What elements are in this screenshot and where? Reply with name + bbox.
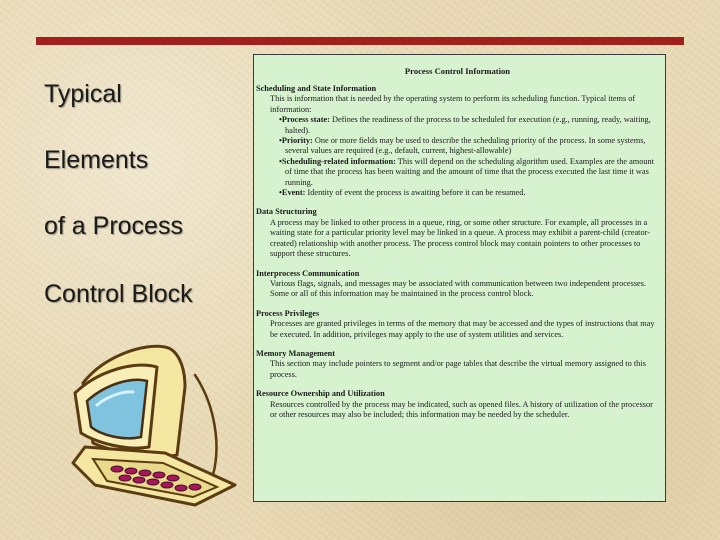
section-heading: Interprocess Communication	[256, 268, 360, 278]
section-scheduling-state	[256, 84, 659, 198]
section-interprocess-communication	[256, 269, 659, 300]
bullet-process-state	[279, 115, 659, 136]
process-control-info-panel	[253, 54, 666, 502]
slide-title-line-3: of a Process	[44, 212, 183, 240]
computer-clipart-icon	[45, 335, 245, 510]
section-heading: Memory Management	[256, 348, 336, 358]
bullet-priority	[279, 136, 659, 157]
section-text: Various flags, signals, and messages may be associated with communication between two independent processes. Some or all of this information may be maintained in the process control block.	[270, 278, 647, 299]
bullet-text: Defines the readiness of the process to be scheduled for execution (e.g., running, ready, waiting, halted).	[285, 115, 651, 135]
section-process-privileges	[256, 309, 659, 340]
section-heading: Process Privileges	[256, 308, 320, 318]
bullet-label: •Scheduling-related information:	[279, 156, 396, 166]
section-text: Resources controlled by the process may be indicated, such as opened files. A history of utilization of the processor or other resources may also be included; this information may be needed by the scheduler.	[270, 399, 653, 419]
section-text: A process may be linked to other process in a queue, ring, or some other structure. For example, all processes in a waiting state for a particular priority level may be linked in a queue. A process may exhibit a parent-child (creator-created) relationship with another process. The process control block may contain pointers to other processes to support these structures.	[270, 217, 650, 259]
bullet-scheduling-related	[279, 157, 659, 188]
slide-title-line-4: Control Block	[44, 280, 193, 308]
section-text: Processes are granted privileges in terms of the memory that may be accessed and the types of instructions that may be executed. In addition, privileges may apply to the use of system utilities and services.	[270, 319, 655, 339]
bullet-text: Identity of event the process is awaiting before it can be resumed.	[305, 188, 526, 198]
panel-title: Process Control Information	[404, 66, 511, 76]
bullet-label: •Event:	[279, 188, 306, 198]
section-resource-ownership	[256, 389, 659, 420]
bullet-label: •Process state:	[279, 115, 330, 125]
slide-title-line-1: Typical	[44, 80, 122, 108]
section-heading: Resource Ownership and Utilization	[256, 389, 385, 399]
section-data-structuring	[256, 207, 659, 259]
section-heading: Scheduling and State Information	[256, 84, 377, 93]
section-heading: Data Structuring	[256, 207, 317, 217]
top-accent-rule	[36, 37, 684, 45]
bullet-event	[279, 188, 659, 198]
section-memory-management	[256, 349, 659, 380]
bullet-text: This will depend on the scheduling algorithm used. Examples are the amount of time that the process has been waiting and the amount of time that the process executed the last time it was running.	[285, 156, 654, 187]
bullet-label: •Priority:	[279, 136, 313, 146]
section-text: This is information that is needed by the operating system to perform its scheduling function. Typical items of information:	[270, 94, 636, 114]
section-text: This section may include pointers to segment and/or page tables that describe the virtual memory assigned to this process.	[270, 359, 646, 379]
slide-title-line-2: Elements	[44, 146, 149, 174]
bullet-text: One or more fields may be used to describe the scheduling priority of the process. In some systems, several values are required (e.g., default, current, highest-allowable)	[285, 136, 646, 156]
